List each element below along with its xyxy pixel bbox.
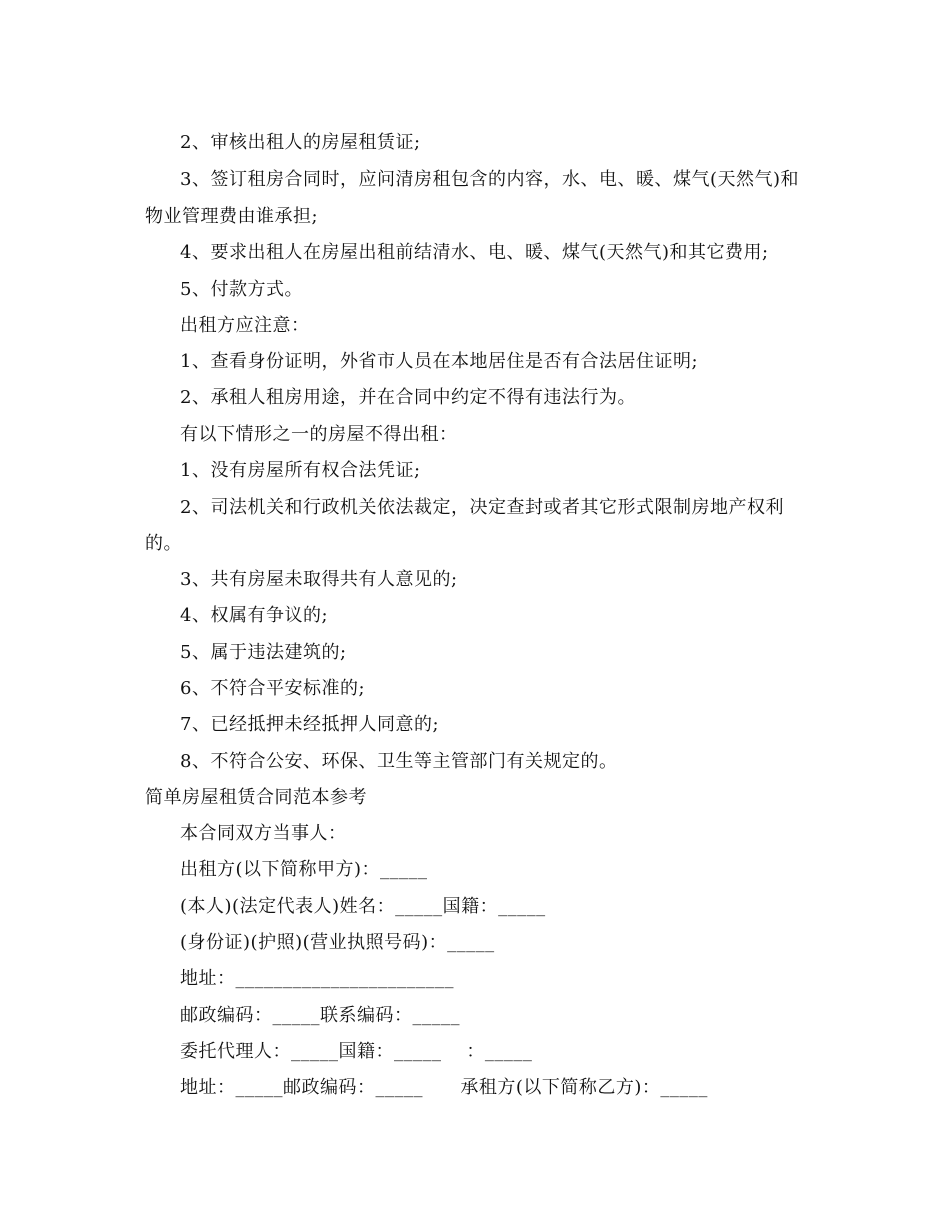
text-line: 2、司法机关和行政机关依法裁定，决定查封或者其它形式限制房地产权利: [180, 497, 784, 518]
text-line: 6、不符合平安标准的;: [180, 678, 366, 699]
text-line: 4、要求出租人在房屋出租前结清水、电、暖、煤气(天然气)和其它费用;: [180, 242, 769, 263]
section-heading: 出租方应注意：: [180, 315, 310, 336]
text-line: 3、签订租房合同时，应问清房租包含的内容，水、电、暖、煤气(天然气)和: [180, 169, 799, 190]
text-line: 的。: [145, 533, 182, 554]
text-line: 1、没有房屋所有权合法凭证;: [180, 460, 421, 481]
form-line: 地址：_____邮政编码：_____ 承租方(以下简称乙方)：_____: [180, 1077, 708, 1098]
form-line: 委托代理人：_____国籍：_____ ：_____: [180, 1041, 533, 1062]
text-line: 物业管理费由谁承担;: [145, 206, 319, 227]
text-line: 2、审核出租人的房屋租赁证;: [180, 132, 421, 153]
text-line: 3、共有房屋未取得共有人意见的;: [180, 569, 458, 590]
form-line: 地址：_______________________: [180, 968, 454, 989]
document-title: 简单房屋租赁合同范本参考: [145, 787, 367, 808]
form-line: (身份证)(护照)(营业执照号码)：_____: [180, 932, 495, 953]
form-line: (本人)(法定代表人)姓名：_____国籍：_____: [180, 896, 546, 917]
text-line: 5、属于违法建筑的;: [180, 642, 347, 663]
form-line: 邮政编码：_____联系编码：_____: [180, 1005, 460, 1026]
text-line: 4、权属有争议的;: [180, 605, 329, 626]
text-line: 5、付款方式。: [180, 279, 303, 300]
text-line: 本合同双方当事人：: [180, 823, 347, 844]
text-line: 2、承租人租房用途，并在合同中约定不得有违法行为。: [180, 387, 636, 408]
text-line: 1、查看身份证明，外省市人员在本地居住是否有合法居住证明;: [180, 351, 699, 372]
text-line: 7、已经抵押未经抵押人同意的;: [180, 714, 440, 735]
form-line: 出租方(以下简称甲方)：_____: [180, 859, 428, 880]
section-heading: 有以下情形之一的房屋不得出租：: [180, 424, 458, 445]
text-line: 8、不符合公安、环保、卫生等主管部门有关规定的。: [180, 751, 618, 772]
